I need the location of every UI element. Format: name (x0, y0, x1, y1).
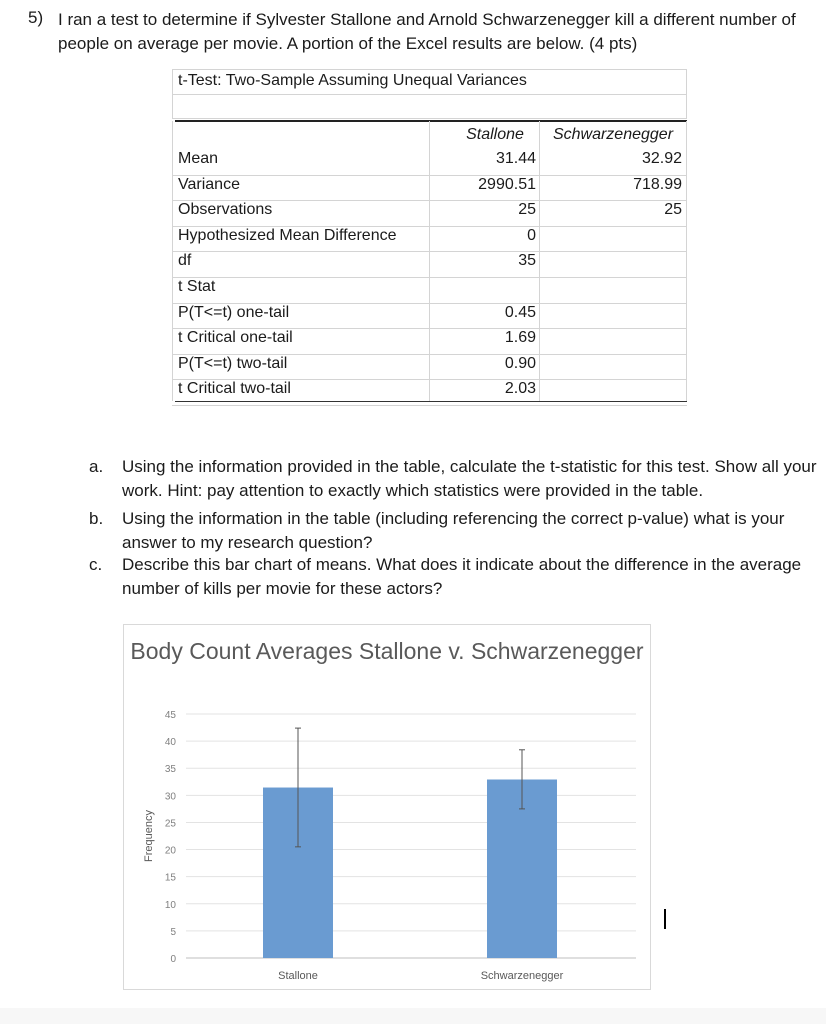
question-number: 5) (28, 8, 44, 27)
part-c-label: c. (89, 555, 103, 574)
row-label: Observations (178, 201, 273, 219)
stallone-value: 0.45 (504, 303, 536, 321)
row-label: t Critical two-tail (178, 380, 291, 398)
y-axis-label: Frequency (143, 810, 155, 862)
page-bottom-band (0, 1008, 826, 1024)
text-cursor (664, 909, 666, 929)
y-tick-label: 15 (164, 872, 176, 884)
stallone-value: 1.69 (504, 329, 536, 347)
row-label: df (178, 252, 192, 270)
row-label: t Critical one-tail (178, 329, 293, 347)
part-c-text: Describe this bar chart of means. What does it indicate about the difference in the average number of kills per movie for these actors? (122, 555, 802, 598)
stallone-value: 2990.51 (478, 175, 536, 193)
stallone-value: 2.03 (504, 380, 536, 398)
y-tick-label: 35 (164, 764, 176, 776)
stallone-value: 31.44 (495, 150, 536, 167)
y-tick-label: 0 (170, 954, 176, 965)
y-tick-label: 10 (164, 899, 176, 911)
row-label: t Stat (178, 278, 216, 295)
header-schwarzenegger: Schwarzenegger (552, 126, 674, 143)
schwarzenegger-value: 718.99 (633, 175, 682, 193)
part-b-label: b. (89, 509, 104, 528)
header-stallone: Stallone (466, 126, 524, 143)
part-b-text: Using the information in the table (including referencing the correct p-value) what is your answer to my research question? (122, 509, 785, 552)
part-a-text: Using the information provided in the table, calculate the t-statistic for this test. Show all your work. Hint: pay attention to exactly which statistics were provided in the table. (122, 457, 817, 500)
schwarzenegger-value: 25 (664, 201, 682, 219)
x-tick-label: Schwarzenegger (480, 970, 564, 982)
stallone-value: 0 (527, 226, 536, 244)
y-tick-label: 30 (164, 791, 176, 803)
part-a-label: a. (89, 457, 104, 476)
row-label: P(T<=t) two-tail (178, 354, 288, 372)
y-tick-label: 40 (164, 737, 176, 749)
y-tick-label: 20 (164, 845, 176, 857)
y-tick-label: 25 (164, 818, 176, 830)
x-tick-label: Stallone (278, 970, 318, 982)
row-label: Hypothesized Mean Difference (178, 226, 397, 244)
schwarzenegger-value: 32.92 (641, 150, 682, 167)
question-text: I ran a test to determine if Sylvester Stallone and Arnold Schwarzenegger kill a different number of people on average per movie. A portion of the Excel results are below. (4 pts) (58, 10, 796, 53)
table-title: t-Test: Two-Sample Assuming Unequal Variances (178, 72, 527, 89)
row-label: P(T<=t) one-tail (178, 303, 290, 321)
row-label: Variance (178, 175, 240, 193)
y-tick-label: 5 (170, 926, 176, 938)
row-label: Mean (178, 150, 219, 167)
stallone-value: 35 (518, 252, 536, 270)
stallone-value: 25 (518, 201, 536, 219)
stallone-value: 0.90 (504, 354, 536, 372)
y-tick-label: 45 (164, 710, 176, 721)
chart-title: Body Count Averages Stallone v. Schwarzenegger (130, 638, 644, 664)
